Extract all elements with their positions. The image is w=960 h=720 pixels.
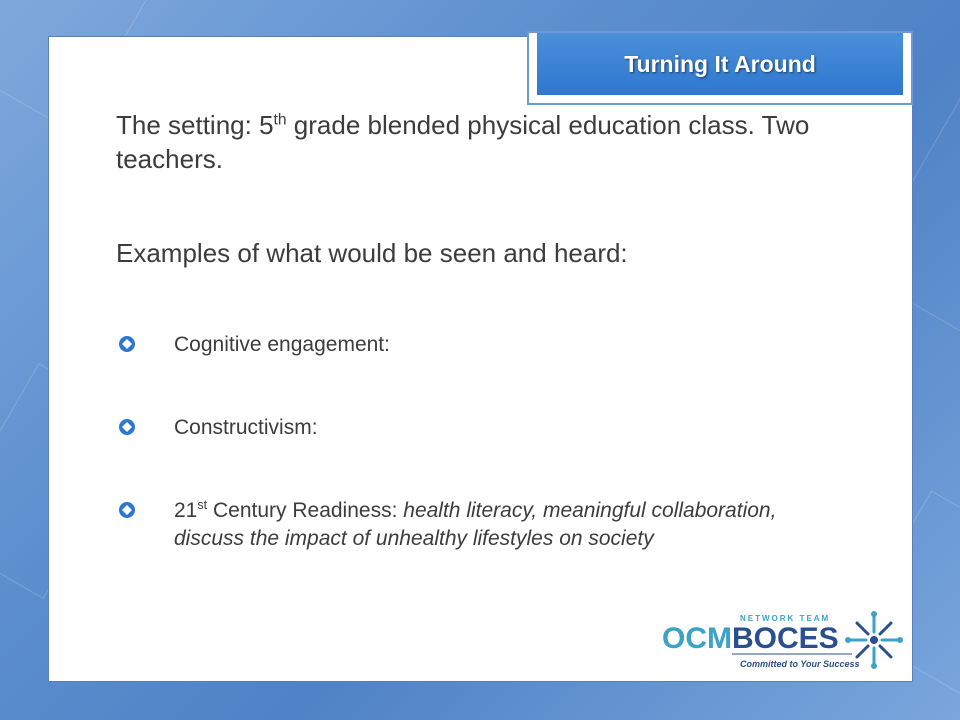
title-banner	[537, 33, 903, 95]
bullet-label-pre: 21	[174, 499, 198, 522]
ocm-boces-logo	[662, 610, 907, 672]
bullet-label: Constructivism:	[174, 416, 318, 439]
logo-boces-text: BOCES	[732, 622, 839, 655]
bullet-label: Cognitive engagement:	[174, 333, 390, 356]
title-tab	[527, 31, 913, 105]
bullet-detail: health literacy, meaningful collaboration, discuss the impact of unhealthy lifestyles on society	[174, 499, 777, 550]
setting-paragraph	[116, 108, 836, 176]
slide-title: Turning It Around	[624, 50, 816, 77]
setting-text-post: grade blended physical education class. Two teachers.	[116, 110, 810, 174]
bullet-label	[174, 497, 834, 553]
circle-diamond-bullet-icon	[118, 501, 136, 519]
bullet-label-post: Century Readiness:	[207, 499, 404, 522]
setting-sup: th	[273, 111, 287, 129]
bullet-label-sup: st	[197, 498, 208, 512]
logo-tagline: Committed to Your Success	[740, 659, 860, 669]
logo-ocm-text: OCM	[662, 622, 732, 655]
circle-diamond-bullet-icon	[118, 335, 136, 353]
logo-top-text: NETWORK TEAM	[740, 614, 831, 623]
setting-text-pre: The setting: 5	[116, 110, 274, 140]
examples-heading: Examples of what would be seen and heard:	[116, 238, 628, 268]
circle-diamond-bullet-icon	[118, 418, 136, 436]
